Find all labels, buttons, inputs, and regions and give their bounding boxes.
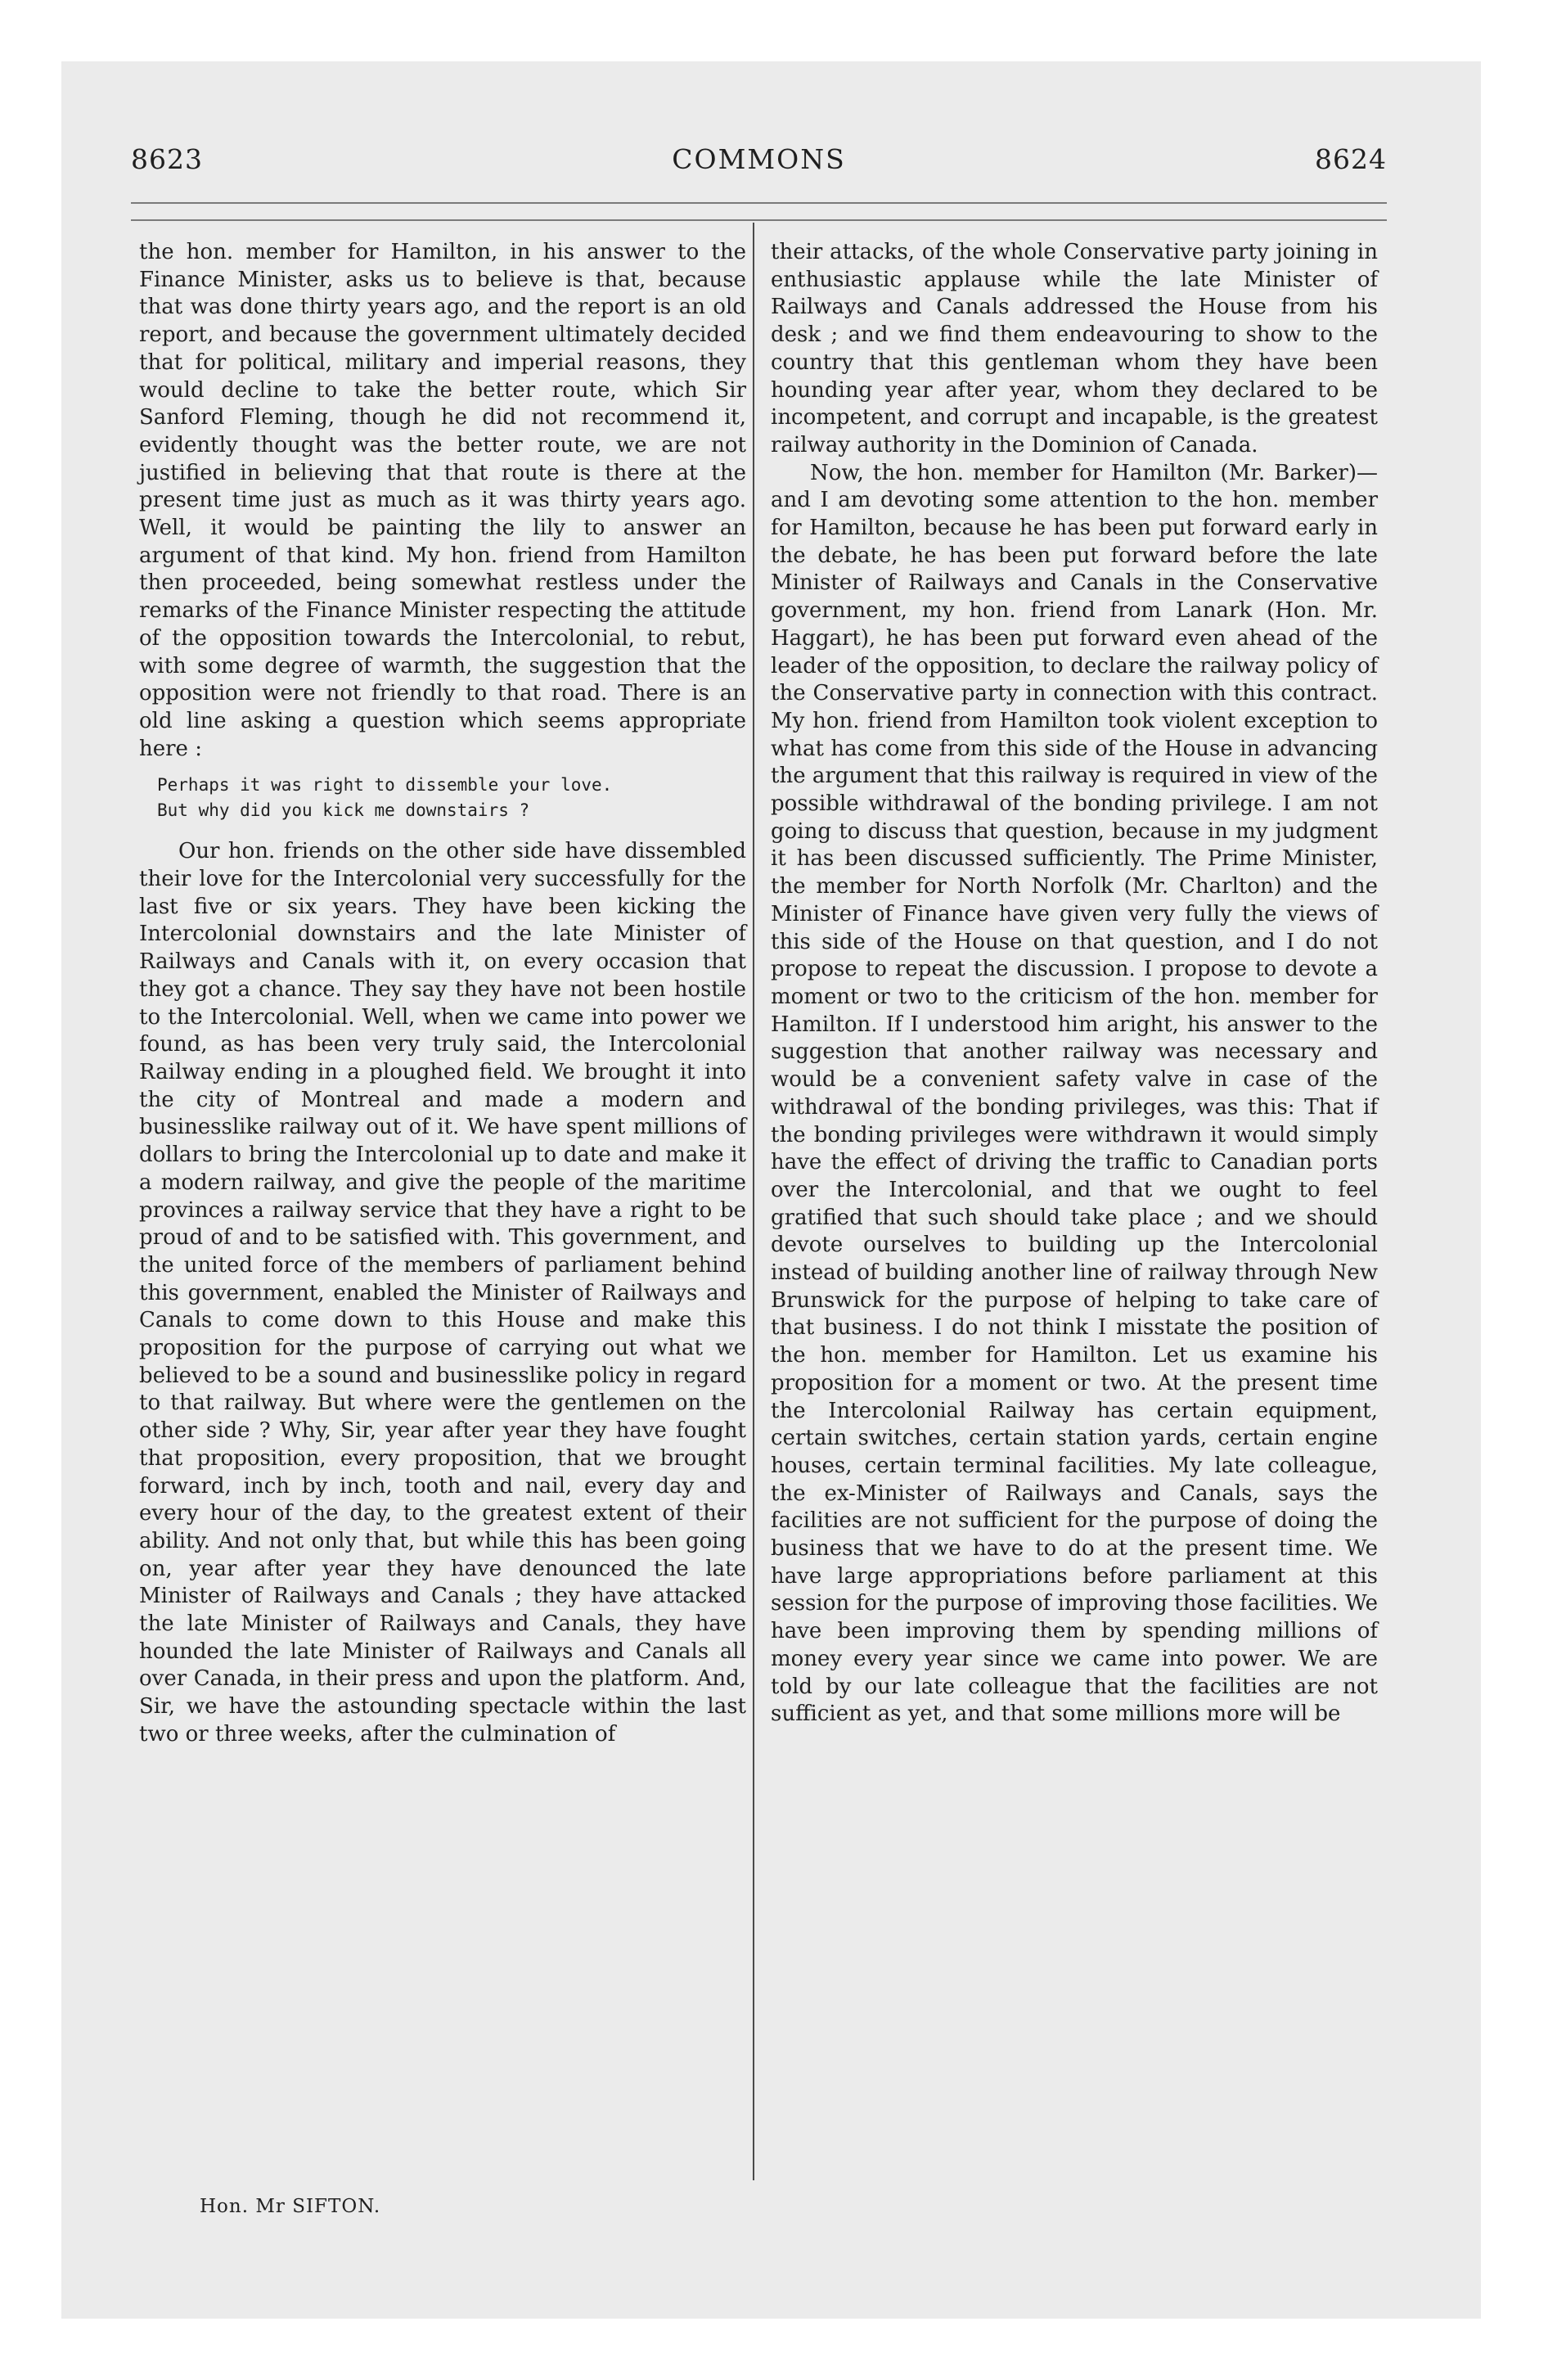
page-number-left: 8623 (131, 143, 203, 175)
paragraph: their attacks, of the whole Conservative party joining in enthusiastic applause while the late Minister of Railways and Canals addressed the House from his desk ; and we find them endeavouring to show to the country that this gentleman whom they have been hounding year after year, whom they declared to be incompetent, and corrupt and incapable, is the greatest railway authority in the Dominion of Canada. (771, 240, 1378, 458)
paragraph: the hon. member for Hamilton, in his answer to the Finance Minister, asks us to believe is that, because that was done thirty years ago, and the report is an old report, and because the government ultimately decided that for political, military and imperial reasons, they would decline to take the better route, which Sir Sanford Fleming, though he did not recommend it, evidently thought was the better route, we are not justified in believing that that route is there at the present time just as much as it was thirty years ago. Well, it would be painting the lily to answer an argument of that kind. My hon. friend from Hamilton then proceeded, being somewhat restless under the remarks of the Finance Minister respecting the attitude of the opposition towards the Intercolonial, to rebut, with some degree of warmth, the suggestion that the opposition were not friendly to that road. There is an old line asking a question which seems appropriate here : (139, 240, 746, 761)
paragraph: Now, the hon. member for Hamilton (Mr. Barker)—and I am devoting some attention to the hon. member for Hamilton, because he has been put forward early in the debate, he has been put forward before the late Minister of Railways and Canals in the Conservative government, my hon. friend from Lanark (Hon. Mr. Haggart), he has been put forward even ahead of the leader of the opposition, to declare the railway policy of the Conservative party in connection with this contract. My hon. friend from Hamilton took violent exception to what has come from this side of the House in advancing the argument that this railway is required in view of the possible withdrawal of the bonding privilege. I am not going to discuss that question, because in my judgment it has been discussed sufficiently. The Prime Minister, the member for North Norfolk (Mr. Charlton) and the Minister of Finance have given very fully the views of this side of the House on that question, and I do not propose to repeat the discussion. I propose to devote a moment or two to the criticism of the hon. member for Hamilton. If I understood him aright, his answer to the suggestion that another railway was necessary and would be a convenient safety valve in case of the withdrawal of the bonding privileges, was this: That if the bonding privileges were withdrawn it would simply have the effect of driving the traffic to Canadian ports over the Intercolonial, and that we ought to feel gratified that such should take place ; and we should devote ourselves to building up the Intercolonial instead of building another line of railway through New Brunswick for the purpose of helping to take care of that business. I do not think I misstate the position of the hon. member for Hamilton. Let us examine his proposition for a moment or two. At the present time the Intercolonial Railway has certain equipment, certain switches, certain station yards, certain engine houses, certain terminal facilities. My late colleague, the ex-Minister of Railways and Canals, says the facilities are not sufficient for the purpose of doing the business that we have to do at the present time. We have large appropriations before parliament at this session for the purpose of improving those facilities. We have been improving them by spending millions of money every year since we came into power. We are told by our late colleague that the facilities are not sufficient as yet, and that some millions more will be (771, 460, 1378, 1727)
paragraph: Our hon. friends on the other side have dissembled their love for the Intercolonial very successfully for the last five or six years. They have been kicking the Intercolonial downstairs and the late Minister of Railways and Canals with it, on every occasion that they got a chance. They say they have not been hostile to the Intercolonial. Well, when we came into power we found, as has been very truly said, the Intercolonial Railway ending in a ploughed field. We brought it into the city of Montreal and made a modern and businesslike railway out of it. We have spent millions of dollars to bring the Intercolonial up to date and make it a modern railway, and give the people of the maritime provinces a railway service that they have a right to be proud of and to be satisfied with. This government, and the united force of the members of parliament behind this government, enabled the Minister of Railways and Canals to come down to this House and make this proposition for the purpose of carrying out what we believed to be a sound and businesslike policy in regard to that railway. But where were the gentlemen on the other side ? Why, Sir, year after year they have fought that proposition, every proposition, that we brought forward, inch by inch, tooth and nail, every day and every hour of the day, to the greatest extent of their ability. And not only that, but while this has been going on, year after year they have denounced the late Minister of Railways and Canals ; they have attacked the late Minister of Railways and Canals, they have hounded the late Minister of Railways and Canals all over Canada, in their press and upon the platform. And, Sir, we have the astounding spectacle within the last two or three weeks, after the culmination of (139, 839, 746, 1747)
page-header (131, 143, 1387, 183)
header-rule (131, 202, 1387, 204)
speaker-footer: Hon. Mr SIFTON. (200, 2196, 381, 2217)
column-divider (753, 223, 754, 2180)
quotation: Perhaps it was right to dissemble your love. But why did you kick me downstairs ? (157, 775, 613, 821)
running-head: COMMONS (672, 143, 846, 175)
header-rule (131, 219, 1387, 221)
left-column (139, 239, 746, 1749)
right-column (771, 239, 1378, 1729)
page-number-right: 8624 (1315, 143, 1387, 175)
